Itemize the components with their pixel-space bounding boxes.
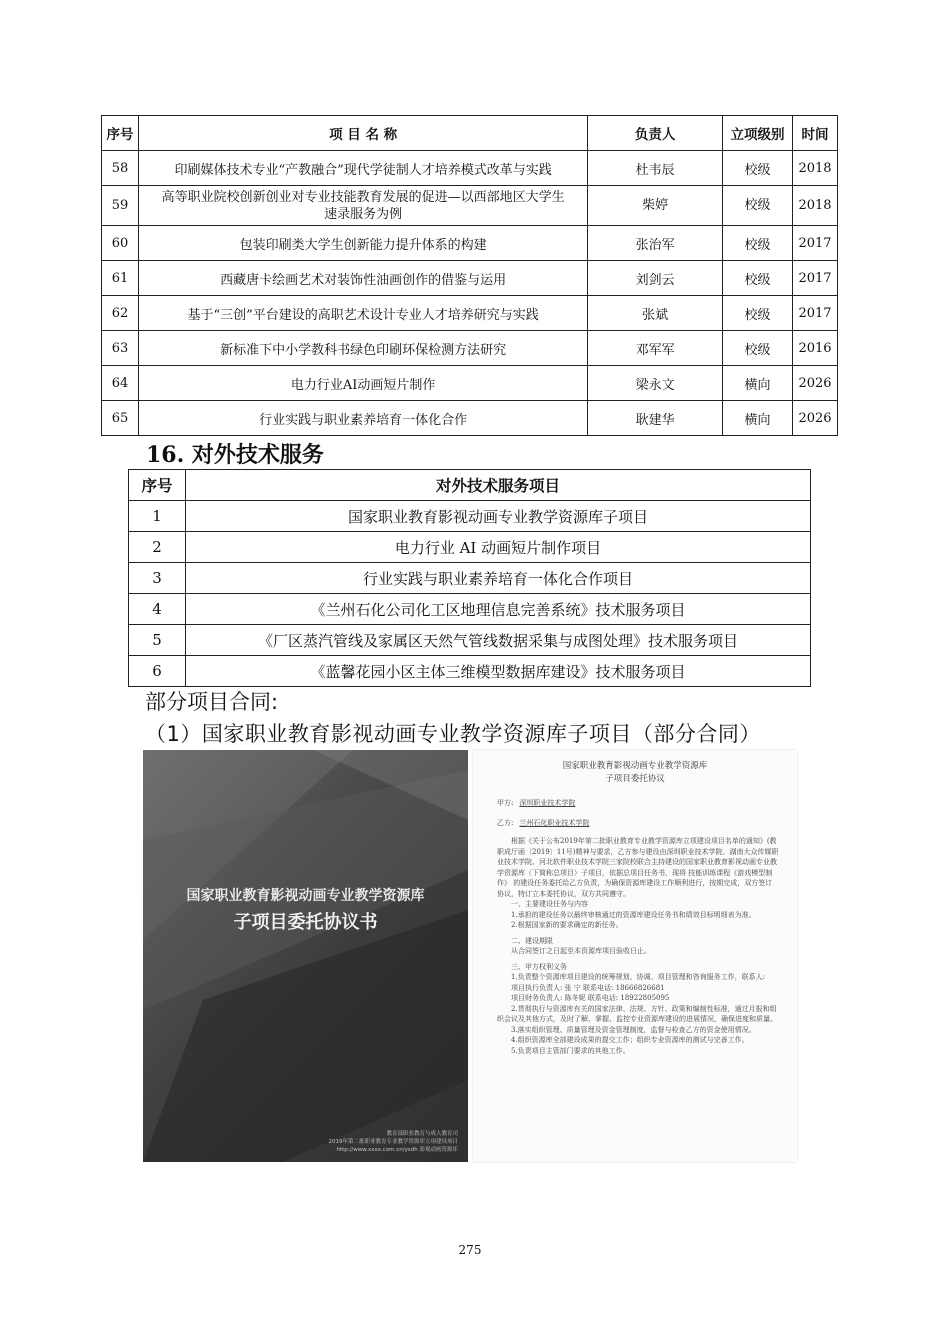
cell-year: 2018 bbox=[792, 186, 837, 226]
agreement-paragraph: 1.负责整个资源库项目建设的统筹规划、协调、项目管理和咨询服务工作，联系人: bbox=[511, 973, 766, 981]
cell-item: 国家职业教育影视动画专业教学资源库子项目 bbox=[185, 501, 810, 532]
agreement-page-photo bbox=[473, 750, 797, 1162]
agreement-paragraph: 5.负责项目主管部门要求的其他工作。 bbox=[511, 1046, 630, 1055]
table-row bbox=[129, 625, 811, 656]
cell-name-line2: 速录服务为例 bbox=[324, 206, 403, 222]
header-no: 序号 bbox=[102, 116, 139, 151]
agreement-paragraph: 2.根据国家新的要求确定的新任务。 bbox=[511, 921, 623, 929]
header-level: 立项级别 bbox=[723, 116, 793, 151]
cell-level: 校级 bbox=[723, 331, 793, 366]
cell-no: 60 bbox=[102, 226, 139, 261]
contracts-label: 部分项目合同: bbox=[145, 690, 279, 714]
agreement-paragraph: 根据《关于公布2019年第二批职业教育专业教学资源库立项建设项目名单的通知》(教职成厅函〔2019〕11号)精神与要求，乙方参与建设由深圳职业技术学院、湖南大众传媒职业技术学院、河北软件职业技术学院三家院校联合主持建设的国家职业教育影视动画专业教学资源库（下简称总项目）子项目，依据总项目任务书，现将 技能训练课程《游戏模型制作》 的建设任务委托给乙方负责，为确保资源库建设工作顺利进行，按期完成，双方签订协议，特订立本委托协议，双方共同遵守。 bbox=[497, 837, 779, 898]
party-a-label: 甲方: bbox=[497, 799, 514, 807]
cell-no: 6 bbox=[129, 656, 186, 687]
agreement-paragraph: 从合同签订之日起至本资源库项目验收日止。 bbox=[511, 947, 651, 955]
party-a-value: 深圳职业技术学院 bbox=[519, 799, 576, 807]
cell-year: 2017 bbox=[792, 296, 837, 331]
party-b-value: 兰州石化职业技术学院 bbox=[519, 819, 590, 827]
party-a bbox=[497, 798, 575, 809]
agreement-body bbox=[497, 836, 779, 1056]
agreement-paragraph: 一、主要建设任务与内容 bbox=[511, 900, 588, 908]
cell-leader: 刘剑云 bbox=[588, 261, 723, 296]
agreement-paragraph: 3.落实组织管理、质量管理及资金管理制度，监督与检查乙方的资金使用情况。 bbox=[511, 1025, 756, 1034]
header-item: 对外技术服务项目 bbox=[185, 470, 810, 501]
cell-level: 校级 bbox=[723, 186, 793, 226]
cell-leader: 张斌 bbox=[588, 296, 723, 331]
cell-level: 校级 bbox=[723, 261, 793, 296]
table-row bbox=[102, 226, 838, 261]
cover-title-line1: 国家职业教育影视动画专业教学资源库 bbox=[186, 888, 425, 904]
cell-year: 2017 bbox=[792, 226, 837, 261]
cell-item: 《厂区蒸汽管线及家属区天然气管线数据采集与成图处理》技术服务项目 bbox=[185, 625, 810, 656]
cell-name: 西藏唐卡绘画艺术对装饰性油画创作的借鉴与运用 bbox=[138, 261, 587, 296]
cell-leader: 邓军军 bbox=[588, 331, 723, 366]
service-table bbox=[128, 469, 811, 687]
cell-level: 校级 bbox=[723, 296, 793, 331]
cover-pattern bbox=[143, 750, 468, 1162]
cell-name: 基于“三创”平台建设的高职艺术设计专业人才培养研究与实践 bbox=[138, 296, 587, 331]
table-row bbox=[129, 656, 811, 687]
table-row bbox=[129, 532, 811, 563]
cell-level: 横向 bbox=[723, 366, 793, 401]
agreement-paragraph: 4.组织资源库全部建设成果的提交工作；组织专业资源库的测试与完善工作。 bbox=[511, 1036, 749, 1044]
cover-title-line2: 子项目委托协议书 bbox=[233, 912, 378, 933]
cell-year: 2017 bbox=[792, 261, 837, 296]
cell-leader: 梁永文 bbox=[588, 366, 723, 401]
cell-level: 横向 bbox=[723, 401, 793, 436]
table-row bbox=[129, 563, 811, 594]
header-leader: 负责人 bbox=[588, 116, 723, 151]
agreement-title bbox=[473, 760, 797, 786]
cell-item: 《蓝馨花园小区主体三维模型数据库建设》技术服务项目 bbox=[185, 656, 810, 687]
agreement-paragraph: 三、甲方权利义务 bbox=[511, 962, 567, 971]
cell-leader: 杜韦辰 bbox=[588, 151, 723, 186]
table-row bbox=[102, 401, 838, 436]
cell-name bbox=[138, 186, 587, 226]
cell-name: 行业实践与职业素养培育一体化合作 bbox=[138, 401, 587, 436]
cell-no: 4 bbox=[129, 594, 186, 625]
cell-no: 65 bbox=[102, 401, 139, 436]
cell-item: 电力行业 AI 动画短片制作项目 bbox=[185, 532, 810, 563]
cell-name: 电力行业AI动画短片制作 bbox=[138, 366, 587, 401]
cell-level: 校级 bbox=[723, 226, 793, 261]
cover-publisher bbox=[329, 1130, 459, 1154]
cell-name-line1: 高等职业院校创新创业对专业技能教育发展的促进—以西部地区大学生 bbox=[161, 189, 565, 205]
cell-no: 62 bbox=[102, 296, 139, 331]
section-heading: 16. 对外技术服务 bbox=[146, 442, 324, 468]
header-name: 项 目 名 称 bbox=[138, 116, 587, 151]
table-row bbox=[102, 331, 838, 366]
table-row bbox=[102, 151, 838, 186]
cell-leader: 柴婷 bbox=[588, 186, 723, 226]
cell-no: 1 bbox=[129, 501, 186, 532]
cell-year: 2026 bbox=[792, 401, 837, 436]
cover-publisher-line2: 2019年第二批职业教育专业教学资源库立项建设项目 bbox=[328, 1139, 458, 1145]
service-table-header bbox=[129, 470, 811, 501]
cell-item: 《兰州石化公司化工区地理信息完善系统》技术服务项目 bbox=[185, 594, 810, 625]
agreement-paragraph: 项目执行负责人: 张 宁 联系电话: 18666826681 bbox=[511, 983, 665, 992]
agreement-cover-photo bbox=[143, 750, 468, 1162]
agreement-paragraph: 1.承担的建设任务以最终审核通过的资源库建设任务书和绩效目标明细表为准。 bbox=[511, 910, 756, 919]
cell-no: 5 bbox=[129, 625, 186, 656]
cell-level: 校级 bbox=[723, 151, 793, 186]
cell-no: 2 bbox=[129, 532, 186, 563]
cell-no: 3 bbox=[129, 563, 186, 594]
cell-year: 2018 bbox=[792, 151, 837, 186]
cell-name: 包装印刷类大学生创新能力提升体系的构建 bbox=[138, 226, 587, 261]
contract-subtitle: （1）国家职业教育影视动画专业教学资源库子项目（部分合同） bbox=[145, 722, 761, 746]
table-row bbox=[129, 594, 811, 625]
cell-no: 63 bbox=[102, 331, 139, 366]
cell-no: 59 bbox=[102, 186, 139, 226]
cell-name: 新标准下中小学教科书绿色印刷环保检测方法研究 bbox=[138, 331, 587, 366]
agreement-paragraph: 二、建设期限 bbox=[511, 936, 553, 945]
agreement-title-line1: 国家职业教育影视动画专业教学资源库 bbox=[562, 761, 708, 771]
table-row bbox=[129, 501, 811, 532]
agreement-title-line2: 子项目委托协议 bbox=[605, 774, 665, 784]
party-b bbox=[497, 818, 589, 829]
agreement-paragraph: 2.贯彻执行与资源库有关的国家法律、法规、方针、政策和编制性标准，通过月报和组织会议及其他方式，及时了解、掌握、监控专业资源库建设的进展情况，确保进度和质量。 bbox=[497, 1004, 777, 1023]
cell-no: 58 bbox=[102, 151, 139, 186]
cell-year: 2016 bbox=[792, 331, 837, 366]
header-no: 序号 bbox=[129, 470, 186, 501]
cover-publisher-line3: http://www.xxxx.com.cn/ysdh 影视动画资源库 bbox=[336, 1147, 458, 1153]
project-table bbox=[101, 115, 838, 436]
table-row bbox=[102, 261, 838, 296]
header-year: 时间 bbox=[792, 116, 837, 151]
cell-no: 61 bbox=[102, 261, 139, 296]
table-row bbox=[102, 186, 838, 226]
cell-leader: 张治军 bbox=[588, 226, 723, 261]
agreement-paragraph: 项目财务负责人: 陈冬妮 联系电话: 18922805095 bbox=[511, 994, 670, 1002]
project-table-header bbox=[102, 116, 838, 151]
cell-year: 2026 bbox=[792, 366, 837, 401]
table-row bbox=[102, 296, 838, 331]
page-number: 275 bbox=[458, 1243, 482, 1257]
cell-item: 行业实践与职业素养培育一体化合作项目 bbox=[185, 563, 810, 594]
cell-no: 64 bbox=[102, 366, 139, 401]
table-row bbox=[102, 366, 838, 401]
cover-publisher-line1: 教育部职业教育与成人教育司 bbox=[386, 1131, 458, 1137]
cell-name: 印刷媒体技术专业“产教融合”现代学徒制人才培养模式改革与实践 bbox=[138, 151, 587, 186]
party-b-label: 乙方: bbox=[497, 819, 514, 827]
cell-leader: 耿建华 bbox=[588, 401, 723, 436]
